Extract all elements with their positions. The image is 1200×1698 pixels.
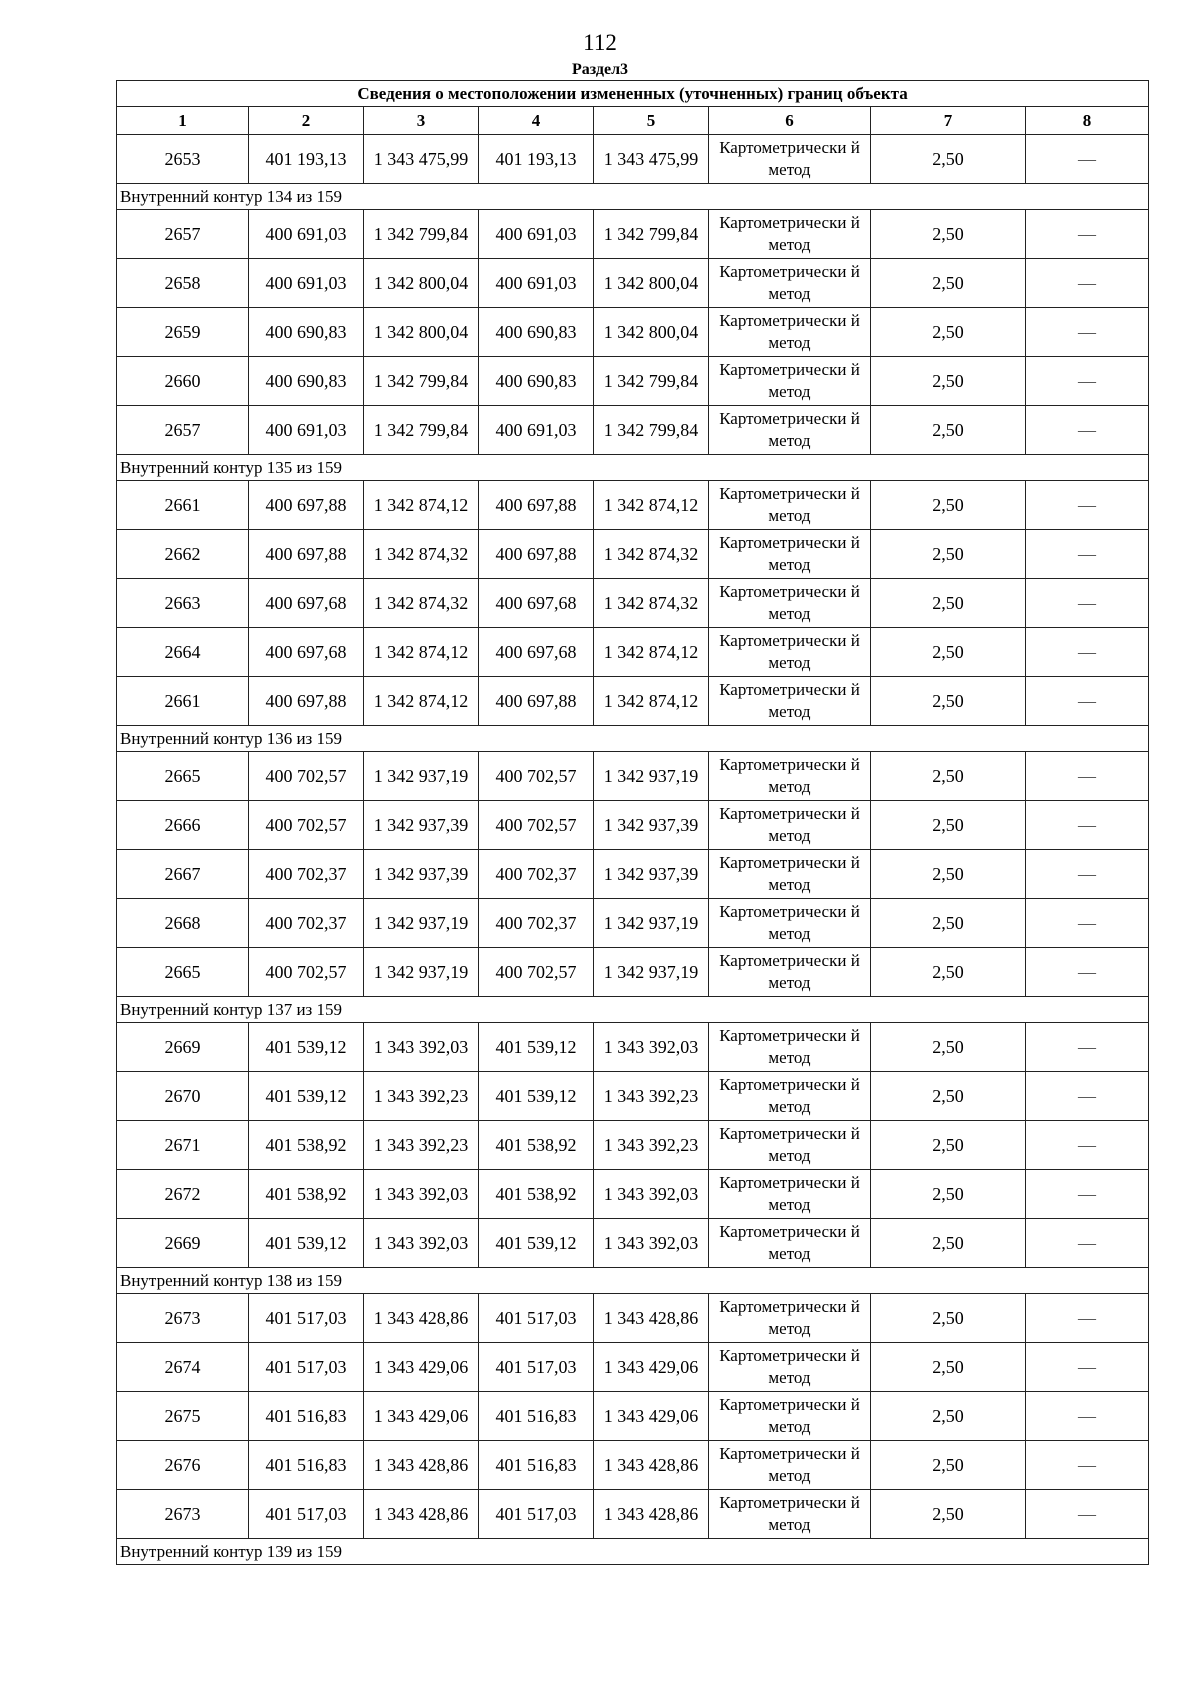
x-new-cell: 400 702,57 — [479, 801, 594, 850]
method-cell: Картометрически й метод — [709, 1294, 871, 1343]
x-new-cell: 401 539,12 — [479, 1072, 594, 1121]
method-cell: Картометрически й метод — [709, 1343, 871, 1392]
point-number-cell: 2675 — [117, 1392, 249, 1441]
table-row — [117, 801, 1149, 850]
y-new-cell: 1 342 937,39 — [594, 801, 709, 850]
table-row — [117, 899, 1149, 948]
method-cell: Картометрически й метод — [709, 1072, 871, 1121]
y-old-cell: 1 343 392,23 — [364, 1072, 479, 1121]
y-old-cell: 1 342 874,12 — [364, 628, 479, 677]
accuracy-cell: 2,50 — [871, 677, 1026, 726]
point-number-cell: 2669 — [117, 1219, 249, 1268]
x-new-cell: 401 193,13 — [479, 135, 594, 184]
description-cell: — — [1026, 357, 1149, 406]
y-old-cell: 1 343 392,23 — [364, 1121, 479, 1170]
x-new-cell: 400 702,37 — [479, 899, 594, 948]
method-cell: Картометрически й метод — [709, 1219, 871, 1268]
description-cell: — — [1026, 1219, 1149, 1268]
point-number-cell: 2660 — [117, 357, 249, 406]
y-old-cell: 1 342 874,32 — [364, 579, 479, 628]
table-row — [117, 1170, 1149, 1219]
contour-label: Внутренний контур 138 из 159 — [117, 1268, 1149, 1294]
y-new-cell: 1 342 799,84 — [594, 210, 709, 259]
accuracy-cell: 2,50 — [871, 406, 1026, 455]
y-new-cell: 1 343 392,03 — [594, 1023, 709, 1072]
description-cell: — — [1026, 850, 1149, 899]
method-cell: Картометрически й метод — [709, 481, 871, 530]
accuracy-cell: 2,50 — [871, 1343, 1026, 1392]
x-old-cell: 401 193,13 — [249, 135, 364, 184]
column-header: 4 — [479, 107, 594, 135]
table-row — [117, 481, 1149, 530]
accuracy-cell: 2,50 — [871, 530, 1026, 579]
method-cell: Картометрически й метод — [709, 530, 871, 579]
point-number-cell: 2676 — [117, 1441, 249, 1490]
accuracy-cell: 2,50 — [871, 1490, 1026, 1539]
table-row — [117, 357, 1149, 406]
y-new-cell: 1 343 428,86 — [594, 1441, 709, 1490]
x-old-cell: 401 517,03 — [249, 1294, 364, 1343]
page-number: 112 — [583, 30, 617, 55]
column-header: 6 — [709, 107, 871, 135]
x-old-cell: 401 539,12 — [249, 1219, 364, 1268]
accuracy-cell: 2,50 — [871, 801, 1026, 850]
x-old-cell: 401 538,92 — [249, 1121, 364, 1170]
y-old-cell: 1 343 429,06 — [364, 1392, 479, 1441]
x-old-cell: 401 516,83 — [249, 1441, 364, 1490]
method-cell: Картометрически й метод — [709, 948, 871, 997]
table-row — [117, 1023, 1149, 1072]
description-cell: — — [1026, 579, 1149, 628]
table-row — [117, 406, 1149, 455]
table-row — [117, 1294, 1149, 1343]
y-new-cell: 1 342 874,32 — [594, 530, 709, 579]
accuracy-cell: 2,50 — [871, 135, 1026, 184]
method-cell: Картометрически й метод — [709, 579, 871, 628]
x-old-cell: 400 702,57 — [249, 948, 364, 997]
table-row — [117, 1219, 1149, 1268]
method-cell: Картометрически й метод — [709, 1392, 871, 1441]
x-new-cell: 400 690,83 — [479, 308, 594, 357]
table-row — [117, 308, 1149, 357]
contour-label: Внутренний контур 136 из 159 — [117, 726, 1149, 752]
y-new-cell: 1 342 937,19 — [594, 752, 709, 801]
x-old-cell: 401 517,03 — [249, 1343, 364, 1392]
y-old-cell: 1 342 799,84 — [364, 406, 479, 455]
accuracy-cell: 2,50 — [871, 948, 1026, 997]
accuracy-cell: 2,50 — [871, 628, 1026, 677]
table-row — [117, 530, 1149, 579]
description-cell: — — [1026, 1023, 1149, 1072]
y-new-cell: 1 343 392,23 — [594, 1121, 709, 1170]
accuracy-cell: 2,50 — [871, 1219, 1026, 1268]
column-numbers-row — [117, 107, 1149, 135]
table-body — [117, 135, 1149, 1565]
y-new-cell: 1 342 874,12 — [594, 628, 709, 677]
table-row — [117, 628, 1149, 677]
x-new-cell: 401 517,03 — [479, 1490, 594, 1539]
column-header: 1 — [117, 107, 249, 135]
x-old-cell: 400 691,03 — [249, 210, 364, 259]
x-old-cell: 400 702,57 — [249, 752, 364, 801]
method-cell: Картометрически й метод — [709, 899, 871, 948]
x-old-cell: 400 697,88 — [249, 677, 364, 726]
x-old-cell: 400 697,88 — [249, 481, 364, 530]
x-new-cell: 400 697,68 — [479, 579, 594, 628]
point-number-cell: 2665 — [117, 948, 249, 997]
contour-header-row — [117, 726, 1149, 752]
y-new-cell: 1 342 874,12 — [594, 677, 709, 726]
table-row — [117, 135, 1149, 184]
y-new-cell: 1 342 799,84 — [594, 406, 709, 455]
y-new-cell: 1 342 937,19 — [594, 899, 709, 948]
point-number-cell: 2661 — [117, 677, 249, 726]
x-old-cell: 401 517,03 — [249, 1490, 364, 1539]
point-number-cell: 2673 — [117, 1294, 249, 1343]
method-cell: Картометрически й метод — [709, 801, 871, 850]
method-cell: Картометрически й метод — [709, 1023, 871, 1072]
table-row — [117, 1343, 1149, 1392]
method-cell: Картометрически й метод — [709, 210, 871, 259]
x-new-cell: 401 517,03 — [479, 1343, 594, 1392]
y-new-cell: 1 343 475,99 — [594, 135, 709, 184]
y-old-cell: 1 342 800,04 — [364, 259, 479, 308]
point-number-cell: 2670 — [117, 1072, 249, 1121]
accuracy-cell: 2,50 — [871, 752, 1026, 801]
y-new-cell: 1 342 937,19 — [594, 948, 709, 997]
x-old-cell: 401 539,12 — [249, 1072, 364, 1121]
column-header: 2 — [249, 107, 364, 135]
contour-header-row — [117, 184, 1149, 210]
coordinates-table — [116, 80, 1149, 1565]
y-old-cell: 1 342 799,84 — [364, 357, 479, 406]
contour-header-row — [117, 455, 1149, 481]
description-cell: — — [1026, 1170, 1149, 1219]
y-old-cell: 1 343 428,86 — [364, 1490, 479, 1539]
description-cell: — — [1026, 677, 1149, 726]
y-old-cell: 1 342 937,39 — [364, 801, 479, 850]
x-old-cell: 401 538,92 — [249, 1170, 364, 1219]
point-number-cell: 2674 — [117, 1343, 249, 1392]
point-number-cell: 2665 — [117, 752, 249, 801]
x-new-cell: 400 702,37 — [479, 850, 594, 899]
table-title: Сведения о местоположении измененных (уточненных) границ объекта — [117, 81, 1149, 107]
description-cell: — — [1026, 1072, 1149, 1121]
y-new-cell: 1 343 428,86 — [594, 1490, 709, 1539]
y-new-cell: 1 343 392,03 — [594, 1219, 709, 1268]
method-cell: Картометрически й метод — [709, 1490, 871, 1539]
accuracy-cell: 2,50 — [871, 259, 1026, 308]
contour-label: Внутренний контур 137 из 159 — [117, 997, 1149, 1023]
accuracy-cell: 2,50 — [871, 1121, 1026, 1170]
accuracy-cell: 2,50 — [871, 210, 1026, 259]
x-old-cell: 401 516,83 — [249, 1392, 364, 1441]
y-old-cell: 1 342 937,19 — [364, 899, 479, 948]
y-new-cell: 1 342 800,04 — [594, 259, 709, 308]
y-new-cell: 1 342 874,32 — [594, 579, 709, 628]
x-new-cell: 400 691,03 — [479, 406, 594, 455]
description-cell: — — [1026, 308, 1149, 357]
x-new-cell: 401 539,12 — [479, 1023, 594, 1072]
x-old-cell: 400 691,03 — [249, 406, 364, 455]
description-cell: — — [1026, 801, 1149, 850]
table-row — [117, 1392, 1149, 1441]
column-header: 8 — [1026, 107, 1149, 135]
contour-label: Внутренний контур 139 из 159 — [117, 1539, 1149, 1565]
description-cell: — — [1026, 135, 1149, 184]
contour-label: Внутренний контур 135 из 159 — [117, 455, 1149, 481]
y-new-cell: 1 343 392,23 — [594, 1072, 709, 1121]
contour-header-row — [117, 1268, 1149, 1294]
point-number-cell: 2662 — [117, 530, 249, 579]
x-new-cell: 401 539,12 — [479, 1219, 594, 1268]
x-old-cell: 400 697,88 — [249, 530, 364, 579]
table-row — [117, 210, 1149, 259]
point-number-cell: 2673 — [117, 1490, 249, 1539]
x-old-cell: 400 702,57 — [249, 801, 364, 850]
table-row — [117, 1121, 1149, 1170]
y-old-cell: 1 343 429,06 — [364, 1343, 479, 1392]
method-cell: Картометрически й метод — [709, 1170, 871, 1219]
description-cell: — — [1026, 210, 1149, 259]
point-number-cell: 2657 — [117, 406, 249, 455]
y-new-cell: 1 343 429,06 — [594, 1392, 709, 1441]
point-number-cell: 2667 — [117, 850, 249, 899]
table-row — [117, 579, 1149, 628]
point-number-cell: 2658 — [117, 259, 249, 308]
point-number-cell: 2657 — [117, 210, 249, 259]
contour-header-row — [117, 1539, 1149, 1565]
method-cell: Картометрически й метод — [709, 135, 871, 184]
point-number-cell: 2672 — [117, 1170, 249, 1219]
y-old-cell: 1 342 874,12 — [364, 481, 479, 530]
x-new-cell: 400 697,88 — [479, 481, 594, 530]
x-new-cell: 400 697,88 — [479, 530, 594, 579]
method-cell: Картометрически й метод — [709, 1441, 871, 1490]
point-number-cell: 2668 — [117, 899, 249, 948]
method-cell: Картометрически й метод — [709, 357, 871, 406]
point-number-cell: 2666 — [117, 801, 249, 850]
table-row — [117, 752, 1149, 801]
point-number-cell: 2659 — [117, 308, 249, 357]
x-new-cell: 400 697,88 — [479, 677, 594, 726]
x-new-cell: 401 517,03 — [479, 1294, 594, 1343]
x-old-cell: 400 702,37 — [249, 850, 364, 899]
x-old-cell: 400 702,37 — [249, 899, 364, 948]
y-new-cell: 1 343 392,03 — [594, 1170, 709, 1219]
table-row — [117, 1490, 1149, 1539]
method-cell: Картометрически й метод — [709, 1121, 871, 1170]
description-cell: — — [1026, 628, 1149, 677]
column-header: 7 — [871, 107, 1026, 135]
table-row — [117, 1441, 1149, 1490]
y-new-cell: 1 343 428,86 — [594, 1294, 709, 1343]
y-old-cell: 1 342 937,19 — [364, 752, 479, 801]
point-number-cell: 2653 — [117, 135, 249, 184]
y-old-cell: 1 343 428,86 — [364, 1441, 479, 1490]
description-cell: — — [1026, 259, 1149, 308]
description-cell: — — [1026, 406, 1149, 455]
accuracy-cell: 2,50 — [871, 1023, 1026, 1072]
description-cell: — — [1026, 1490, 1149, 1539]
y-new-cell: 1 342 800,04 — [594, 308, 709, 357]
contour-label: Внутренний контур 134 из 159 — [117, 184, 1149, 210]
point-number-cell: 2664 — [117, 628, 249, 677]
y-old-cell: 1 342 800,04 — [364, 308, 479, 357]
accuracy-cell: 2,50 — [871, 1072, 1026, 1121]
y-old-cell: 1 343 475,99 — [364, 135, 479, 184]
x-new-cell: 401 516,83 — [479, 1441, 594, 1490]
accuracy-cell: 2,50 — [871, 481, 1026, 530]
x-new-cell: 400 690,83 — [479, 357, 594, 406]
method-cell: Картометрически й метод — [709, 628, 871, 677]
x-old-cell: 401 539,12 — [249, 1023, 364, 1072]
description-cell: — — [1026, 1441, 1149, 1490]
x-new-cell: 401 538,92 — [479, 1121, 594, 1170]
contour-header-row — [117, 997, 1149, 1023]
table-row — [117, 259, 1149, 308]
x-new-cell: 400 702,57 — [479, 948, 594, 997]
y-old-cell: 1 342 874,12 — [364, 677, 479, 726]
x-new-cell: 400 691,03 — [479, 210, 594, 259]
y-new-cell: 1 342 874,12 — [594, 481, 709, 530]
x-old-cell: 400 690,83 — [249, 308, 364, 357]
y-old-cell: 1 343 392,03 — [364, 1219, 479, 1268]
accuracy-cell: 2,50 — [871, 850, 1026, 899]
description-cell: — — [1026, 530, 1149, 579]
accuracy-cell: 2,50 — [871, 1392, 1026, 1441]
table-row — [117, 850, 1149, 899]
accuracy-cell: 2,50 — [871, 1170, 1026, 1219]
description-cell: — — [1026, 899, 1149, 948]
x-old-cell: 400 690,83 — [249, 357, 364, 406]
accuracy-cell: 2,50 — [871, 308, 1026, 357]
x-new-cell: 400 697,68 — [479, 628, 594, 677]
point-number-cell: 2661 — [117, 481, 249, 530]
method-cell: Картометрически й метод — [709, 850, 871, 899]
method-cell: Картометрически й метод — [709, 752, 871, 801]
x-new-cell: 401 516,83 — [479, 1392, 594, 1441]
y-new-cell: 1 342 799,84 — [594, 357, 709, 406]
x-old-cell: 400 697,68 — [249, 628, 364, 677]
x-new-cell: 401 538,92 — [479, 1170, 594, 1219]
method-cell: Картометрически й метод — [709, 406, 871, 455]
description-cell: — — [1026, 1294, 1149, 1343]
table-row — [117, 1072, 1149, 1121]
description-cell: — — [1026, 481, 1149, 530]
column-header: 5 — [594, 107, 709, 135]
point-number-cell: 2671 — [117, 1121, 249, 1170]
description-cell: — — [1026, 752, 1149, 801]
accuracy-cell: 2,50 — [871, 899, 1026, 948]
column-header: 3 — [364, 107, 479, 135]
section-title: Раздел3 — [571, 61, 629, 78]
y-old-cell: 1 342 937,19 — [364, 948, 479, 997]
accuracy-cell: 2,50 — [871, 1294, 1026, 1343]
x-old-cell: 400 697,68 — [249, 579, 364, 628]
x-old-cell: 400 691,03 — [249, 259, 364, 308]
accuracy-cell: 2,50 — [871, 1441, 1026, 1490]
table-row — [117, 677, 1149, 726]
point-number-cell: 2669 — [117, 1023, 249, 1072]
description-cell: — — [1026, 1392, 1149, 1441]
x-new-cell: 400 691,03 — [479, 259, 594, 308]
y-new-cell: 1 343 429,06 — [594, 1343, 709, 1392]
x-new-cell: 400 702,57 — [479, 752, 594, 801]
accuracy-cell: 2,50 — [871, 579, 1026, 628]
method-cell: Картометрически й метод — [709, 259, 871, 308]
y-old-cell: 1 342 799,84 — [364, 210, 479, 259]
y-old-cell: 1 343 428,86 — [364, 1294, 479, 1343]
description-cell: — — [1026, 1343, 1149, 1392]
method-cell: Картометрически й метод — [709, 308, 871, 357]
y-new-cell: 1 342 937,39 — [594, 850, 709, 899]
point-number-cell: 2663 — [117, 579, 249, 628]
description-cell: — — [1026, 948, 1149, 997]
y-old-cell: 1 342 937,39 — [364, 850, 479, 899]
accuracy-cell: 2,50 — [871, 357, 1026, 406]
y-old-cell: 1 343 392,03 — [364, 1023, 479, 1072]
table-row — [117, 948, 1149, 997]
description-cell: — — [1026, 1121, 1149, 1170]
y-old-cell: 1 342 874,32 — [364, 530, 479, 579]
method-cell: Картометрически й метод — [709, 677, 871, 726]
y-old-cell: 1 343 392,03 — [364, 1170, 479, 1219]
